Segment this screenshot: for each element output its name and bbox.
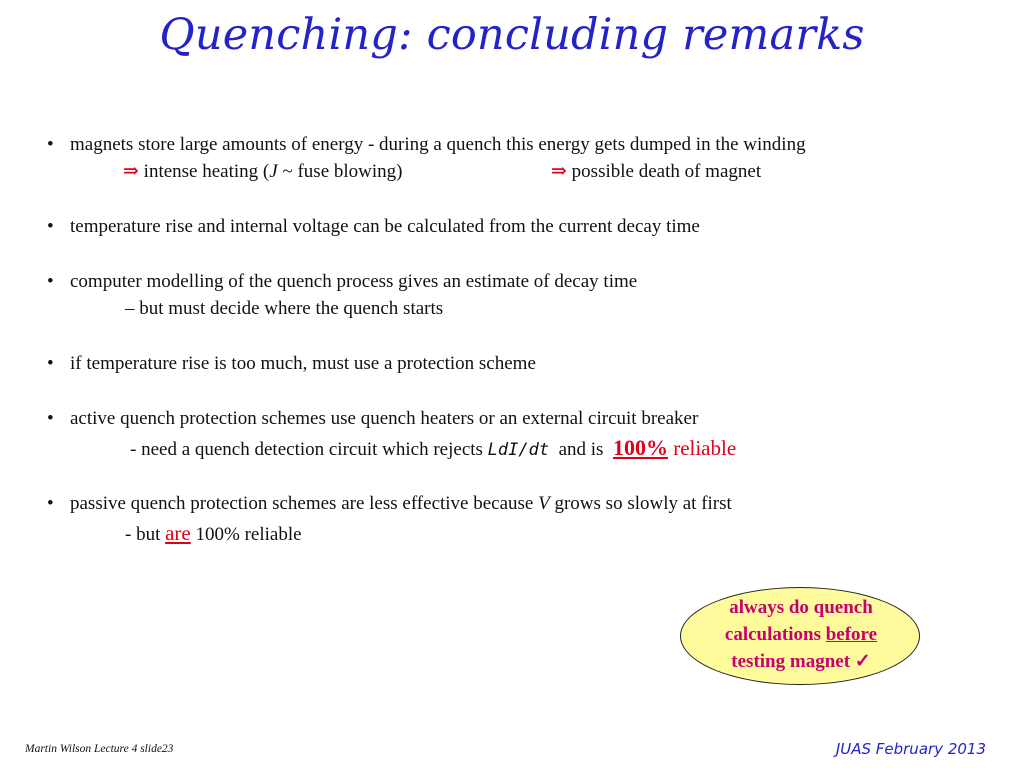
bullet-5-sub (130, 436, 736, 462)
callout-ellipse (680, 587, 920, 685)
callout-line-2 (681, 621, 921, 648)
implies-arrow-icon: ⇒ (123, 161, 139, 182)
bullet-2-text: temperature rise and internal voltage can be calculated from the current decay time (70, 216, 700, 237)
bullet-dot: • (47, 493, 54, 514)
sub-text: - but (125, 524, 166, 545)
reliable-label: reliable (667, 436, 737, 460)
callout-text-part: calculations (724, 624, 826, 645)
sub-text: 100% reliable (190, 524, 302, 545)
callout-line-1: always do quench (729, 597, 873, 618)
bullet-3-text: computer modelling of the quench process gives an estimate of decay time (70, 271, 638, 292)
symbol-v: V (538, 493, 550, 514)
bullet-dot: • (47, 271, 54, 292)
footer-author: Martin Wilson Lecture 4 slide23 (25, 743, 174, 755)
sub-text: passive quench protection schemes are less effective because (70, 493, 539, 514)
bullet-5-text: active quench protection schemes use quench heaters or an external circuit breaker (70, 408, 699, 429)
bullet-dot: • (47, 408, 54, 429)
symbol-j: J (269, 161, 278, 182)
footer-event: JUAS February 2013 (835, 740, 986, 758)
sub-text: grows so slowly at first (549, 493, 732, 514)
sub-text: possible death of magnet (566, 161, 762, 182)
bullet-3-sub: – but must decide where the quench starts (125, 298, 444, 319)
bullet-4-text: if temperature rise is too much, must use a protection scheme (70, 353, 536, 374)
callout-text-part: testing magnet (731, 651, 855, 672)
bullet-6-text (70, 492, 732, 516)
before-emphasis: before (825, 624, 878, 645)
bullet-1-sub-2 (551, 160, 761, 184)
sub-text: intense heating ( (138, 161, 270, 182)
bullet-1-sub-1 (123, 160, 402, 184)
bullet-6-sub (125, 521, 302, 547)
checkmark-icon: ✓ (854, 651, 871, 672)
implies-arrow-icon: ⇒ (551, 161, 567, 182)
formula-ldi-dt: LdI/dt (487, 440, 550, 460)
bullet-dot: • (47, 353, 54, 374)
bullet-dot: • (47, 134, 54, 155)
sub-text: - need a quench detection circuit which rejects (130, 439, 488, 460)
callout-text (681, 594, 921, 675)
bullet-1-text: magnets store large amounts of energy - during a quench this energy gets dumped in the winding (70, 134, 806, 155)
bullet-dot: • (47, 216, 54, 237)
slide-title: Quenching: concluding remarks (159, 10, 865, 60)
callout-line-3 (681, 648, 921, 675)
sub-text: and is (549, 439, 613, 460)
are-emphasis: are (165, 521, 191, 545)
hundred-percent: 100% (612, 435, 668, 460)
sub-text: ~ fuse blowing) (277, 161, 403, 182)
